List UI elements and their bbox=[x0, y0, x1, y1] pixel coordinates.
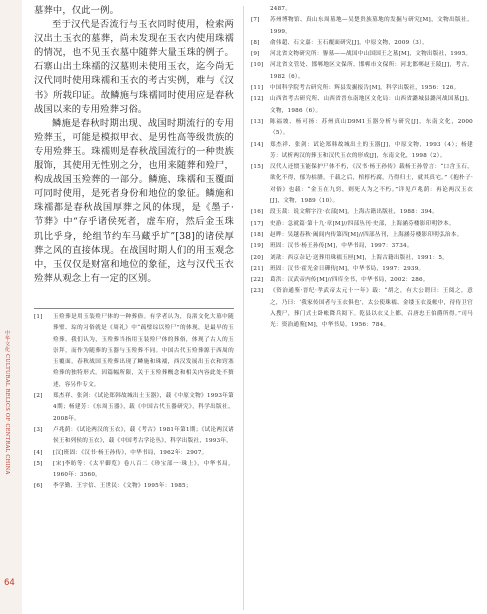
note-item bbox=[251, 83, 473, 94]
note-item bbox=[251, 15, 473, 38]
note-text: 段玉裁：说文解字注·衣部[M]，上海古籍出版社，1988：394。 bbox=[270, 209, 439, 216]
note-item bbox=[251, 4, 473, 15]
note-number: [22] bbox=[251, 277, 264, 284]
note-text: 汉代人还惯玉能保护尸体不朽，《汉书·杨王孙传》载杨王孙曾言：“口含玉石，欲化不得，郁为枯腊，千载之后，棺椁朽腐，乃得归土，就其真宅。”《抱朴子·对俗》也载：“金玉在九窍，则死人为之不朽。”详见卢兆荫：再论两汉玉衣[J]，文物，1989（10）。 bbox=[270, 164, 473, 205]
note-text: 史游：急就篇·第十九·章[M]//四部丛刊·史部，上海涵芬楼影印明钞本。 bbox=[270, 220, 455, 227]
note-item bbox=[251, 264, 473, 275]
note-text: 赵晔：吴越春秋·阖闾内传第四[M]//四部丛刊，上海涵芬楼影印明弘治本。 bbox=[270, 231, 463, 238]
note-item bbox=[251, 253, 473, 264]
note-number: [15] bbox=[251, 164, 264, 171]
note-number: [11] bbox=[251, 85, 264, 92]
note-number: [7] bbox=[251, 17, 260, 24]
note-number: [3] bbox=[34, 426, 43, 433]
note-item bbox=[251, 275, 473, 286]
note-text: 中国科学院考古研究所：辉县发掘报告[M]，科学出版社，1956：126。 bbox=[270, 85, 460, 92]
notes-left bbox=[34, 312, 234, 493]
note-item bbox=[251, 60, 473, 83]
note-item bbox=[34, 425, 234, 448]
note-text: 卢兆荫：《试论两汉的玉衣》，载《考古》1981年第1期；《试论两汉诸侯王和列侯的玉衣》，载《中国考古学论丛》，科学出版社，1993年。 bbox=[53, 426, 234, 445]
note-text: 2487。 bbox=[270, 6, 292, 12]
note-number: [18] bbox=[251, 231, 264, 238]
note-number: [21] bbox=[251, 265, 264, 272]
note-item bbox=[34, 312, 234, 391]
note-item bbox=[251, 286, 473, 331]
note-item bbox=[34, 391, 234, 425]
note-text: 郑杰祥、张剑：《试论郑韩故城出土玉器》，载《中原文物》1993年第4期；杨建芳：《东周玉器》，载《中国古代玉器研究》，科学出版社，2008年。 bbox=[53, 393, 234, 422]
note-item bbox=[251, 38, 473, 49]
note-number: [1] bbox=[34, 314, 43, 320]
body-paragraph: 鳞施是春秋时期出现、战国时期流行的专用殓葬玉，可能是模拟甲衣、是男性高等级贵族的专用殓葬玉。珠襦则是春秋战国流行的一种贵族服饰，其使用无性别之分，也用来随葬和殓尸，构成战国玉殓葬的一部分。鳞施、珠襦和玉覆面可同时使用，是死者身份和地位的象征。鳞施和珠襦都是春秋战国厚葬之风的体现，是《墨子·节葬》中“存乎诸侯死者，虚车府，然后金玉珠玑比乎身，纶组节约车马藏乎圹”[38]的诸侯厚葬之风的直接体现。在战国时期人们的用玉观念中，玉仅仅是财富和地位的象征，这与汉代玉衣殓葬从观念上有一定的区别。 bbox=[34, 117, 234, 284]
note-item bbox=[251, 140, 473, 163]
note-text: 山西省考古研究所、山西省晋东南地区文化局：山西省潞城县潞河战国墓[J]，文物，1986（6）。 bbox=[270, 96, 473, 114]
note-number: [16] bbox=[251, 209, 264, 216]
body-paragraph: 至于汉代是否流行与玉衣同时使用，检索两汉出土玉衣的墓葬，尚未发现在玉衣内使用珠襦的情况，也不见玉衣墓中随葬大量玉珠的例子。石寨山出土珠襦的汉墓则未使用玉衣，迄今尚无汉代同时使用珠襦和玉衣的考古实例，难与《汉书》所载印证。故鳞施与珠襦同时使用应是春秋战国以来的专用殓葬习俗。 bbox=[34, 19, 234, 115]
note-text: [汉]班固：《汉书·杨王孙传》，中华书局，1962年：2907。 bbox=[53, 449, 208, 456]
note-item bbox=[251, 241, 473, 252]
note-number: [19] bbox=[251, 243, 264, 250]
note-text: 玉殓葬是用玉装殓尸体的一种葬俗。有学者认为，良渚文化大墓中随葬璧、琮的习俗就是《周礼》中“疏璧琮以殓尸”的体现，是最早的玉殓葬。我们认为，玉殓葬当指用玉装殓尸体的葬俗，体现了古人的玉崇拜，而作为随葬的玉器与玉殓葬不同。中国古代玉殓葬源于西周的玉覆面，春秋战国玉殓葬出现了鳞施和珠襦，西汉发展出玉衣和窍塞殓葬的独特形式。因篇幅所限，关于玉殓葬概念和相关内容此处不赘述，容另作专文。 bbox=[53, 314, 234, 388]
note-item bbox=[34, 448, 234, 459]
note-text: 陈福坡、杨可扬：苏州真山D9M1玉器分析与研究[J]，东南文化，2000（5）。 bbox=[270, 118, 473, 137]
notes-right bbox=[251, 4, 473, 332]
note-item bbox=[34, 459, 234, 482]
note-text: 葛洪：汉武帝内传[M]//四库全书，中华书局，2002：286。 bbox=[270, 277, 429, 284]
body-text bbox=[34, 4, 234, 286]
note-text: 河北省文物研究所：譽墓——战国中山国国王之墓[M]，文物出版社，1995。 bbox=[270, 51, 472, 58]
note-text: 班固：汉书·霍光金日磾传[M]，中华书局，1997：2939。 bbox=[270, 265, 425, 272]
note-text: 班固：汉书·杨王孙传[M]，中华书局，1997：3734。 bbox=[270, 243, 413, 250]
note-number: [9] bbox=[251, 51, 260, 58]
note-item bbox=[251, 49, 473, 60]
note-text: 郑杰祥、张剑：试论郑韩故城出土的玉器[J]，中原文物，1993（4）；杨建芳：试析两汉的葬玉和汉代玉衣的形成[J]，东南文化，1998（2）。 bbox=[270, 141, 473, 159]
note-item bbox=[251, 219, 473, 230]
column-divider bbox=[243, 6, 244, 610]
note-number: [10] bbox=[251, 62, 264, 69]
note-number: [2] bbox=[34, 393, 43, 400]
side-margin-strip bbox=[0, 0, 22, 614]
note-number: [17] bbox=[251, 220, 264, 227]
note-item bbox=[251, 230, 473, 241]
note-text: 李学勤、王宇信、王世民：《文物》1995年：1985； bbox=[53, 483, 192, 490]
body-paragraph: 墓葬中，仅此一例。 bbox=[34, 5, 120, 16]
note-number: [14] bbox=[251, 141, 264, 148]
note-number: [12] bbox=[251, 96, 264, 103]
note-text: 《资治通鉴·晋纪·孝武帝太元十一年》载：“胡之，有大公谓曰：王阅之，意之，乃曰：‘我家传国者与玉衣俱也’，太公使珠襦、金缕玉衣及帐中，待侍卫官入搜尸，葬门式士卧帐降兵阅下。乾县以衣义上都，召唐忠王伯爵所得。”司马光：资治通鉴[M]，中华书局，1956：784。 bbox=[270, 288, 473, 329]
note-item bbox=[251, 162, 473, 207]
note-number: [4] bbox=[34, 449, 43, 456]
running-title: 中华文化 CULTURAL RELICS OF CENTRAL CHINA bbox=[4, 330, 10, 475]
note-number: [23] bbox=[251, 288, 264, 295]
notes-divider bbox=[34, 308, 234, 309]
note-text: 苏州博物馆、真山东周墓地—吴楚贵族墓地的发掘与研究[M]，文物出版社，1999。 bbox=[270, 17, 473, 35]
note-item bbox=[251, 207, 473, 218]
note-number: [6] bbox=[34, 483, 43, 490]
note-number: [5] bbox=[34, 460, 43, 467]
note-item bbox=[251, 94, 473, 117]
note-text: 俞伟超、石文嘉：玉石覆面研究[J]，中原文物，2009（3）。 bbox=[270, 39, 429, 46]
page-number: 64 bbox=[4, 578, 15, 588]
note-item bbox=[34, 481, 234, 492]
note-text: 刘歆：西京杂记·送葬用珠襦玉匣[M]，上海古籍出版社，1991：5。 bbox=[270, 254, 449, 261]
note-number: [13] bbox=[251, 118, 264, 125]
note-number: [8] bbox=[251, 39, 260, 46]
note-item bbox=[251, 117, 473, 140]
note-text: 河北省文管处、邯郸地区文保所、邯郸市文保所：河北邯郸赵王陵[J]，考古，1982（6）。 bbox=[270, 62, 473, 80]
note-text: [宋]李昉等：《太平御览》卷八百二《珍宝部一·珠上》，中华书局，1960年：3560。 bbox=[53, 460, 234, 479]
note-number: [20] bbox=[251, 254, 264, 261]
